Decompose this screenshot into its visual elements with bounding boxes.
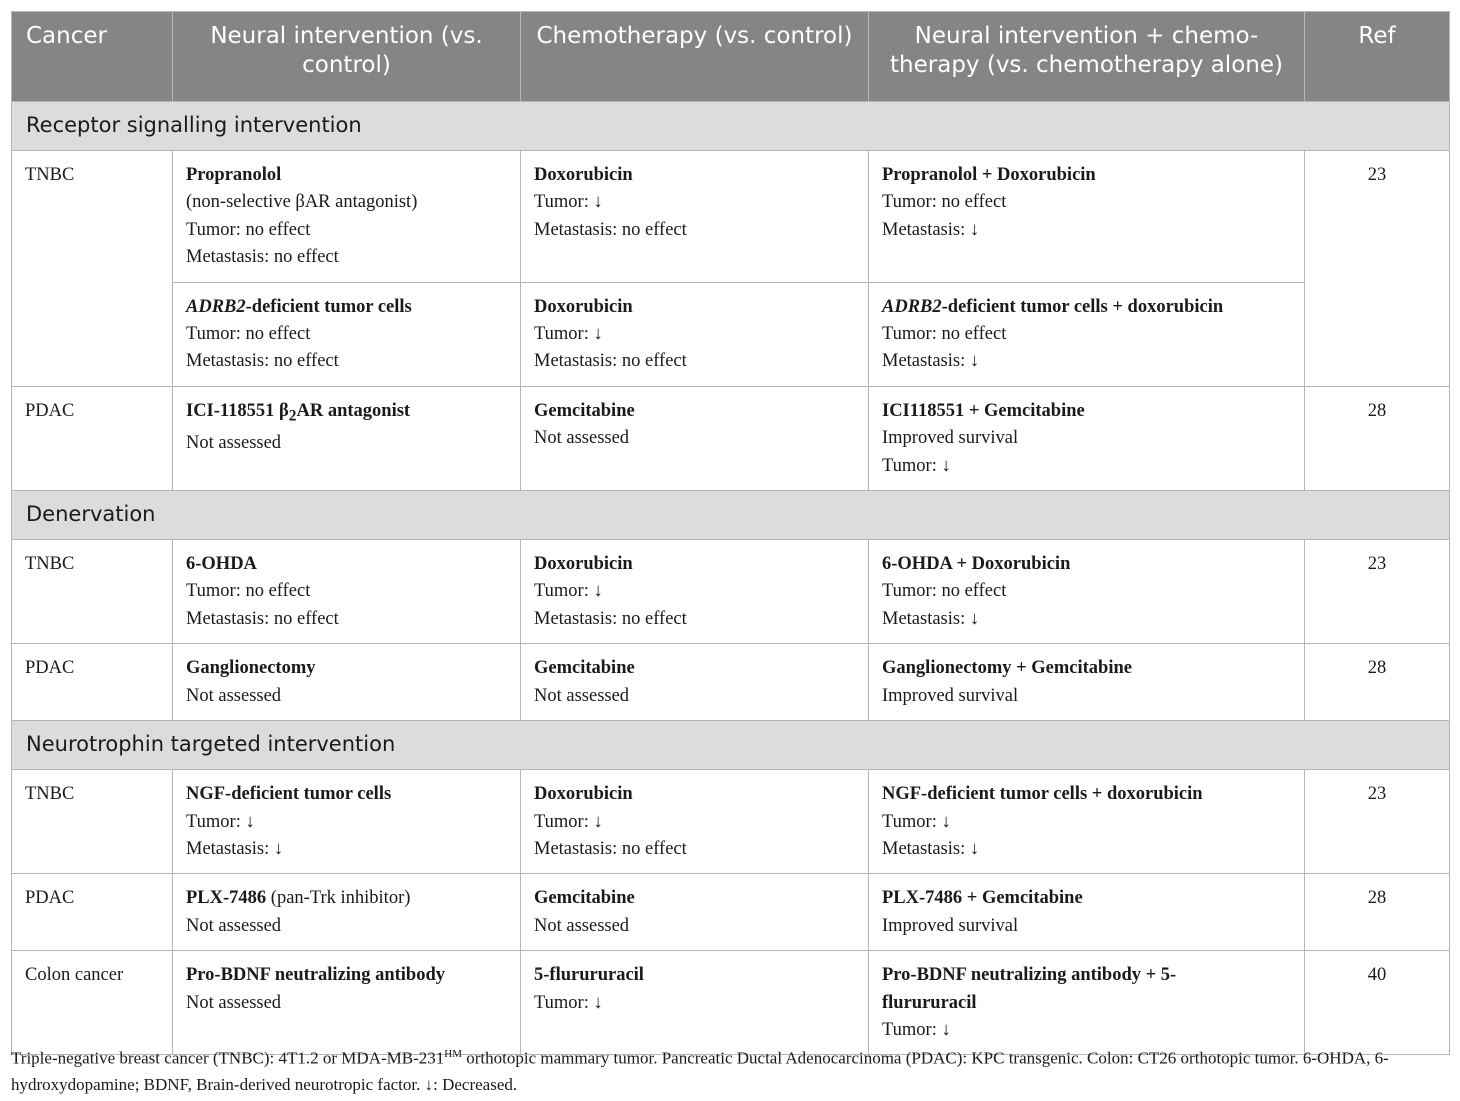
cell-neural: Ganglionectomy Not assessed	[173, 644, 521, 721]
cell-cancer: PDAC	[12, 386, 173, 490]
cell-neural: PLX-7486 (pan-Trk inhibitor) Not assessed	[173, 874, 521, 951]
cell-combo: ICI118551 + Gemcitabine Improved survival Tumor: ↓	[869, 386, 1305, 490]
table-row	[12, 951, 1450, 1055]
cell-combo: Propranolol + Doxorubicin Tumor: no effect Metastasis: ↓	[869, 151, 1305, 283]
cell-combo: NGF-deficient tumor cells + doxorubicin Tumor: ↓ Metastasis: ↓	[869, 770, 1305, 874]
cell-neural: ADRB2-deficient tumor cells Tumor: no effect Metastasis: no effect	[173, 282, 521, 386]
cell-chemo: Gemcitabine Not assessed	[521, 874, 869, 951]
cell-chemo: Doxorubicin Tumor: ↓ Metastasis: no effect	[521, 770, 869, 874]
cell-ref: 28	[1305, 874, 1450, 951]
header-cancer: Cancer	[12, 12, 173, 102]
section-row	[12, 491, 1450, 540]
cell-combo: Ganglionectomy + Gemcitabine Improved survival	[869, 644, 1305, 721]
header-chemotherapy: Chemotherapy (vs. control)	[521, 12, 869, 102]
cell-chemo: 5-flurururacil Tumor: ↓	[521, 951, 869, 1055]
cell-cancer: Colon cancer	[12, 951, 173, 1055]
cell-chemo: Gemcitabine Not assessed	[521, 386, 869, 490]
table-row	[12, 644, 1450, 721]
section-row	[12, 721, 1450, 770]
cell-neural: ICI-118551 $\beta_2AR$ antagonist Not assessed	[173, 386, 521, 490]
cell-chemo: Doxorubicin Tumor: ↓ Metastasis: no effect	[521, 540, 869, 644]
cell-combo: PLX-7486 + Gemcitabine Improved survival	[869, 874, 1305, 951]
cell-ref: 23	[1305, 770, 1450, 874]
cell-chemo: Doxorubicin Tumor: ↓ Metastasis: no effect	[521, 282, 869, 386]
section-title-denervation: Denervation	[12, 491, 1450, 540]
section-row	[12, 102, 1450, 151]
cell-neural: 6-OHDA Tumor: no effect Metastasis: no effect	[173, 540, 521, 644]
cell-combo: Pro-BDNF neutralizing antibody + 5- flurururacil Tumor: ↓	[869, 951, 1305, 1055]
header-row	[12, 12, 1450, 102]
header-combination: Neural intervention + chemo- therapy (vs. chemotherapy alone)	[869, 12, 1305, 102]
cell-cancer: PDAC	[12, 874, 173, 951]
cell-combo: 6-OHDA + Doxorubicin Tumor: no effect Metastasis: ↓	[869, 540, 1305, 644]
cell-cancer: TNBC	[12, 151, 173, 387]
section-title-receptor: Receptor signalling intervention	[12, 102, 1450, 151]
cell-ref: 28	[1305, 644, 1450, 721]
table-footnote: Triple-negative breast cancer (TNBC): 4T1.2 or MDA-$MB-231^{HM}$ orthotopic mammary tumor. Pancreatic Ductal Adenocarcinoma (PDAC): KPC transgenic. Colon: CT26 orthotopic tumor. 6-OHDA, 6-hydroxydopamine; BDNF, Brain-derived neurotropic factor. ↓: Decreased.	[11, 1048, 1389, 1094]
table-row	[12, 874, 1450, 951]
cell-cancer: TNBC	[12, 540, 173, 644]
table-row	[12, 282, 1450, 386]
table-row	[12, 540, 1450, 644]
table-row	[12, 151, 1450, 283]
comparison-table	[11, 11, 1450, 1055]
cell-chemo: Gemcitabine Not assessed	[521, 644, 869, 721]
cell-neural: Propranolol (non-selective βAR antagonist) Tumor: no effect Metastasis: no effect	[173, 151, 521, 283]
header-ref: Ref	[1305, 12, 1450, 102]
table-row	[12, 386, 1450, 490]
section-title-neurotrophin: Neurotrophin targeted intervention	[12, 721, 1450, 770]
table-row	[12, 770, 1450, 874]
header-neural-intervention: Neural intervention (vs. control)	[173, 12, 521, 102]
cell-ref: 40	[1305, 951, 1450, 1055]
cell-cancer: PDAC	[12, 644, 173, 721]
cell-ref: 23	[1305, 540, 1450, 644]
cell-neural: NGF-deficient tumor cells Tumor: ↓ Metastasis: ↓	[173, 770, 521, 874]
cell-ref: 23	[1305, 151, 1450, 387]
cell-chemo: Doxorubicin Tumor: ↓ Metastasis: no effect	[521, 151, 869, 283]
cell-neural: Pro-BDNF neutralizing antibody Not assessed	[173, 951, 521, 1055]
cell-cancer: TNBC	[12, 770, 173, 874]
cell-combo: ADRB2-deficient tumor cells + doxorubicin Tumor: no effect Metastasis: ↓	[869, 282, 1305, 386]
cell-ref: 28	[1305, 386, 1450, 490]
